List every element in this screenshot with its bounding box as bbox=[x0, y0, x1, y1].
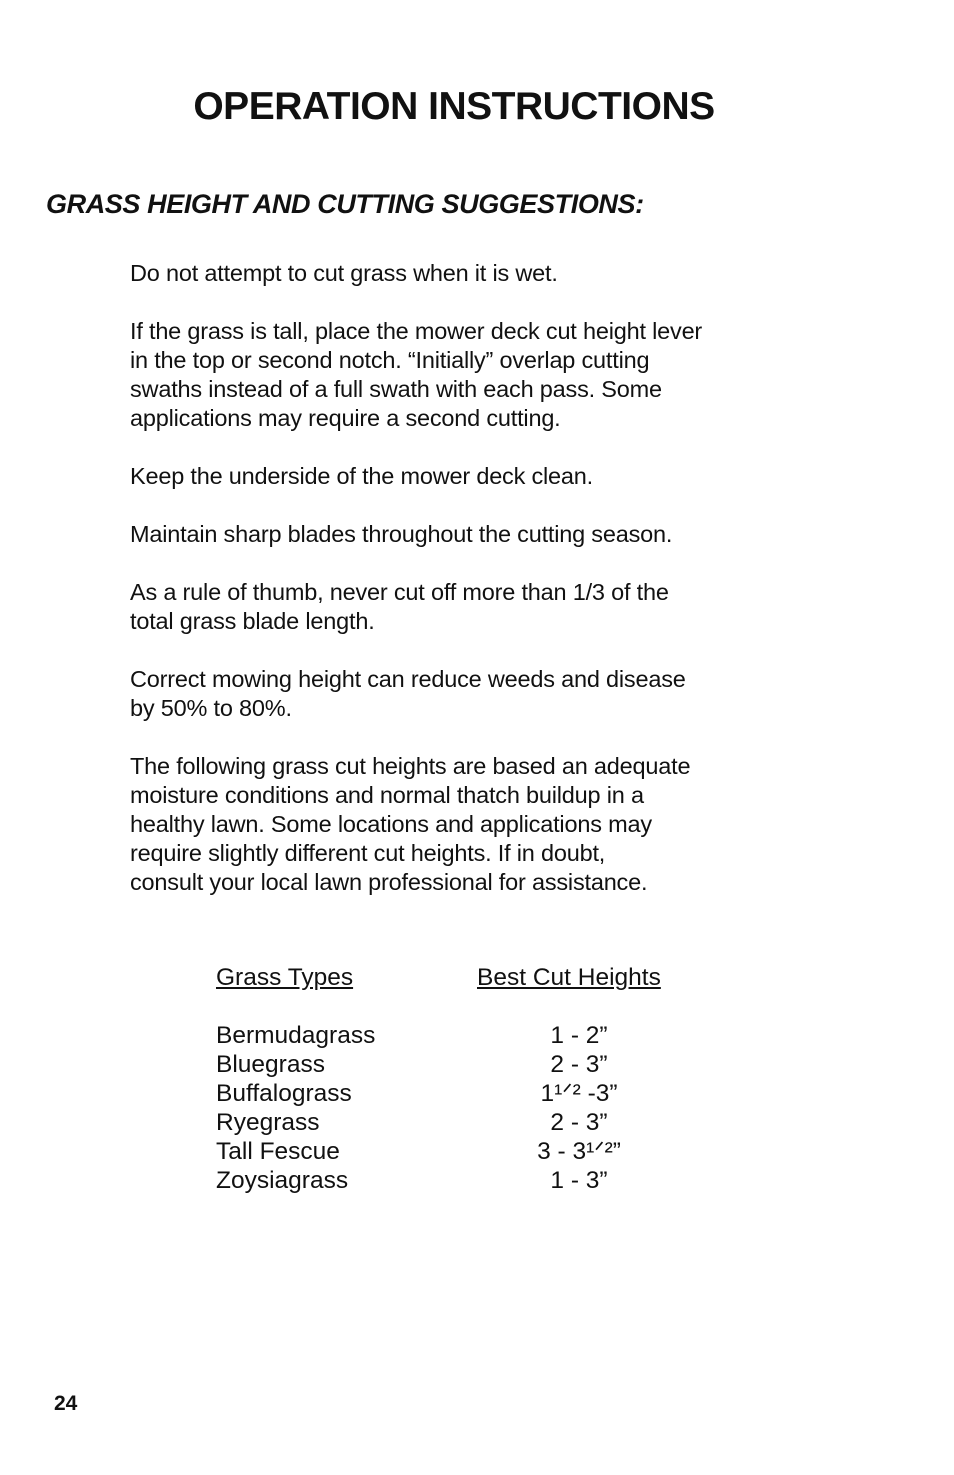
paragraph-sharp-blades: Maintain sharp blades throughout the cutting season. bbox=[130, 521, 673, 547]
grass-cut-height-table bbox=[216, 963, 681, 1195]
cut-height-cell: 1 - 3” bbox=[550, 1167, 608, 1194]
paragraph-rule-of-thumb: As a rule of thumb, never cut off more than 1/3 of the total grass blade length. bbox=[130, 579, 669, 634]
paragraph-wet-grass: Do not attempt to cut grass when it is wet. bbox=[130, 260, 558, 286]
paragraph-deck-clean: Keep the underside of the mower deck clean. bbox=[130, 463, 593, 489]
grass-type-cell: Ryegrass bbox=[216, 1109, 320, 1136]
table-row bbox=[216, 1137, 681, 1166]
cut-height-cell: 2 - 3” bbox=[550, 1109, 608, 1136]
table-row bbox=[216, 1108, 681, 1137]
grass-type-cell: Buffalograss bbox=[216, 1080, 352, 1107]
cut-height-cell: 2 - 3” bbox=[550, 1051, 608, 1078]
section-heading: GRASS HEIGHT AND CUTTING SUGGESTIONS: bbox=[46, 189, 644, 219]
page-number: 24 bbox=[54, 1392, 78, 1415]
cut-height-cell: 1 - 2” bbox=[550, 1022, 608, 1049]
grass-type-cell: Bluegrass bbox=[216, 1051, 325, 1078]
table-row bbox=[216, 1021, 681, 1050]
page-title: OPERATION INSTRUCTIONS bbox=[193, 85, 715, 128]
cut-height-cell: 1¹ᐟ² -3” bbox=[540, 1080, 618, 1107]
grass-type-cell: Tall Fescue bbox=[216, 1138, 340, 1165]
paragraph-tall-grass: If the grass is tall, place the mower deck cut height lever in the top or second notch. “Initially” overlap cutting swaths instead of a full swath with each pass. Some applications may require a second cutting. bbox=[130, 318, 703, 431]
table-row bbox=[216, 1050, 681, 1079]
grass-type-cell: Bermudagrass bbox=[216, 1022, 376, 1049]
table-row bbox=[216, 1079, 681, 1108]
paragraph-cut-heights-note: The following grass cut heights are based an adequate moisture conditions and normal thatch buildup in a healthy lawn. Some locations and applications may require slightly different cut heights. If in doubt, consult your local lawn professional for assistance. bbox=[130, 753, 691, 895]
cut-height-cell: 3 - 3¹ᐟ²” bbox=[537, 1138, 621, 1165]
table-row bbox=[216, 1166, 681, 1195]
grass-type-cell: Zoysiagrass bbox=[216, 1167, 349, 1194]
table-header-row bbox=[216, 963, 681, 1021]
header-best-cut-heights: Best Cut Heights bbox=[477, 964, 661, 991]
paragraph-mowing-height: Correct mowing height can reduce weeds and disease by 50% to 80%. bbox=[130, 666, 686, 721]
header-grass-types: Grass Types bbox=[216, 964, 354, 991]
instructions-body bbox=[130, 259, 820, 926]
